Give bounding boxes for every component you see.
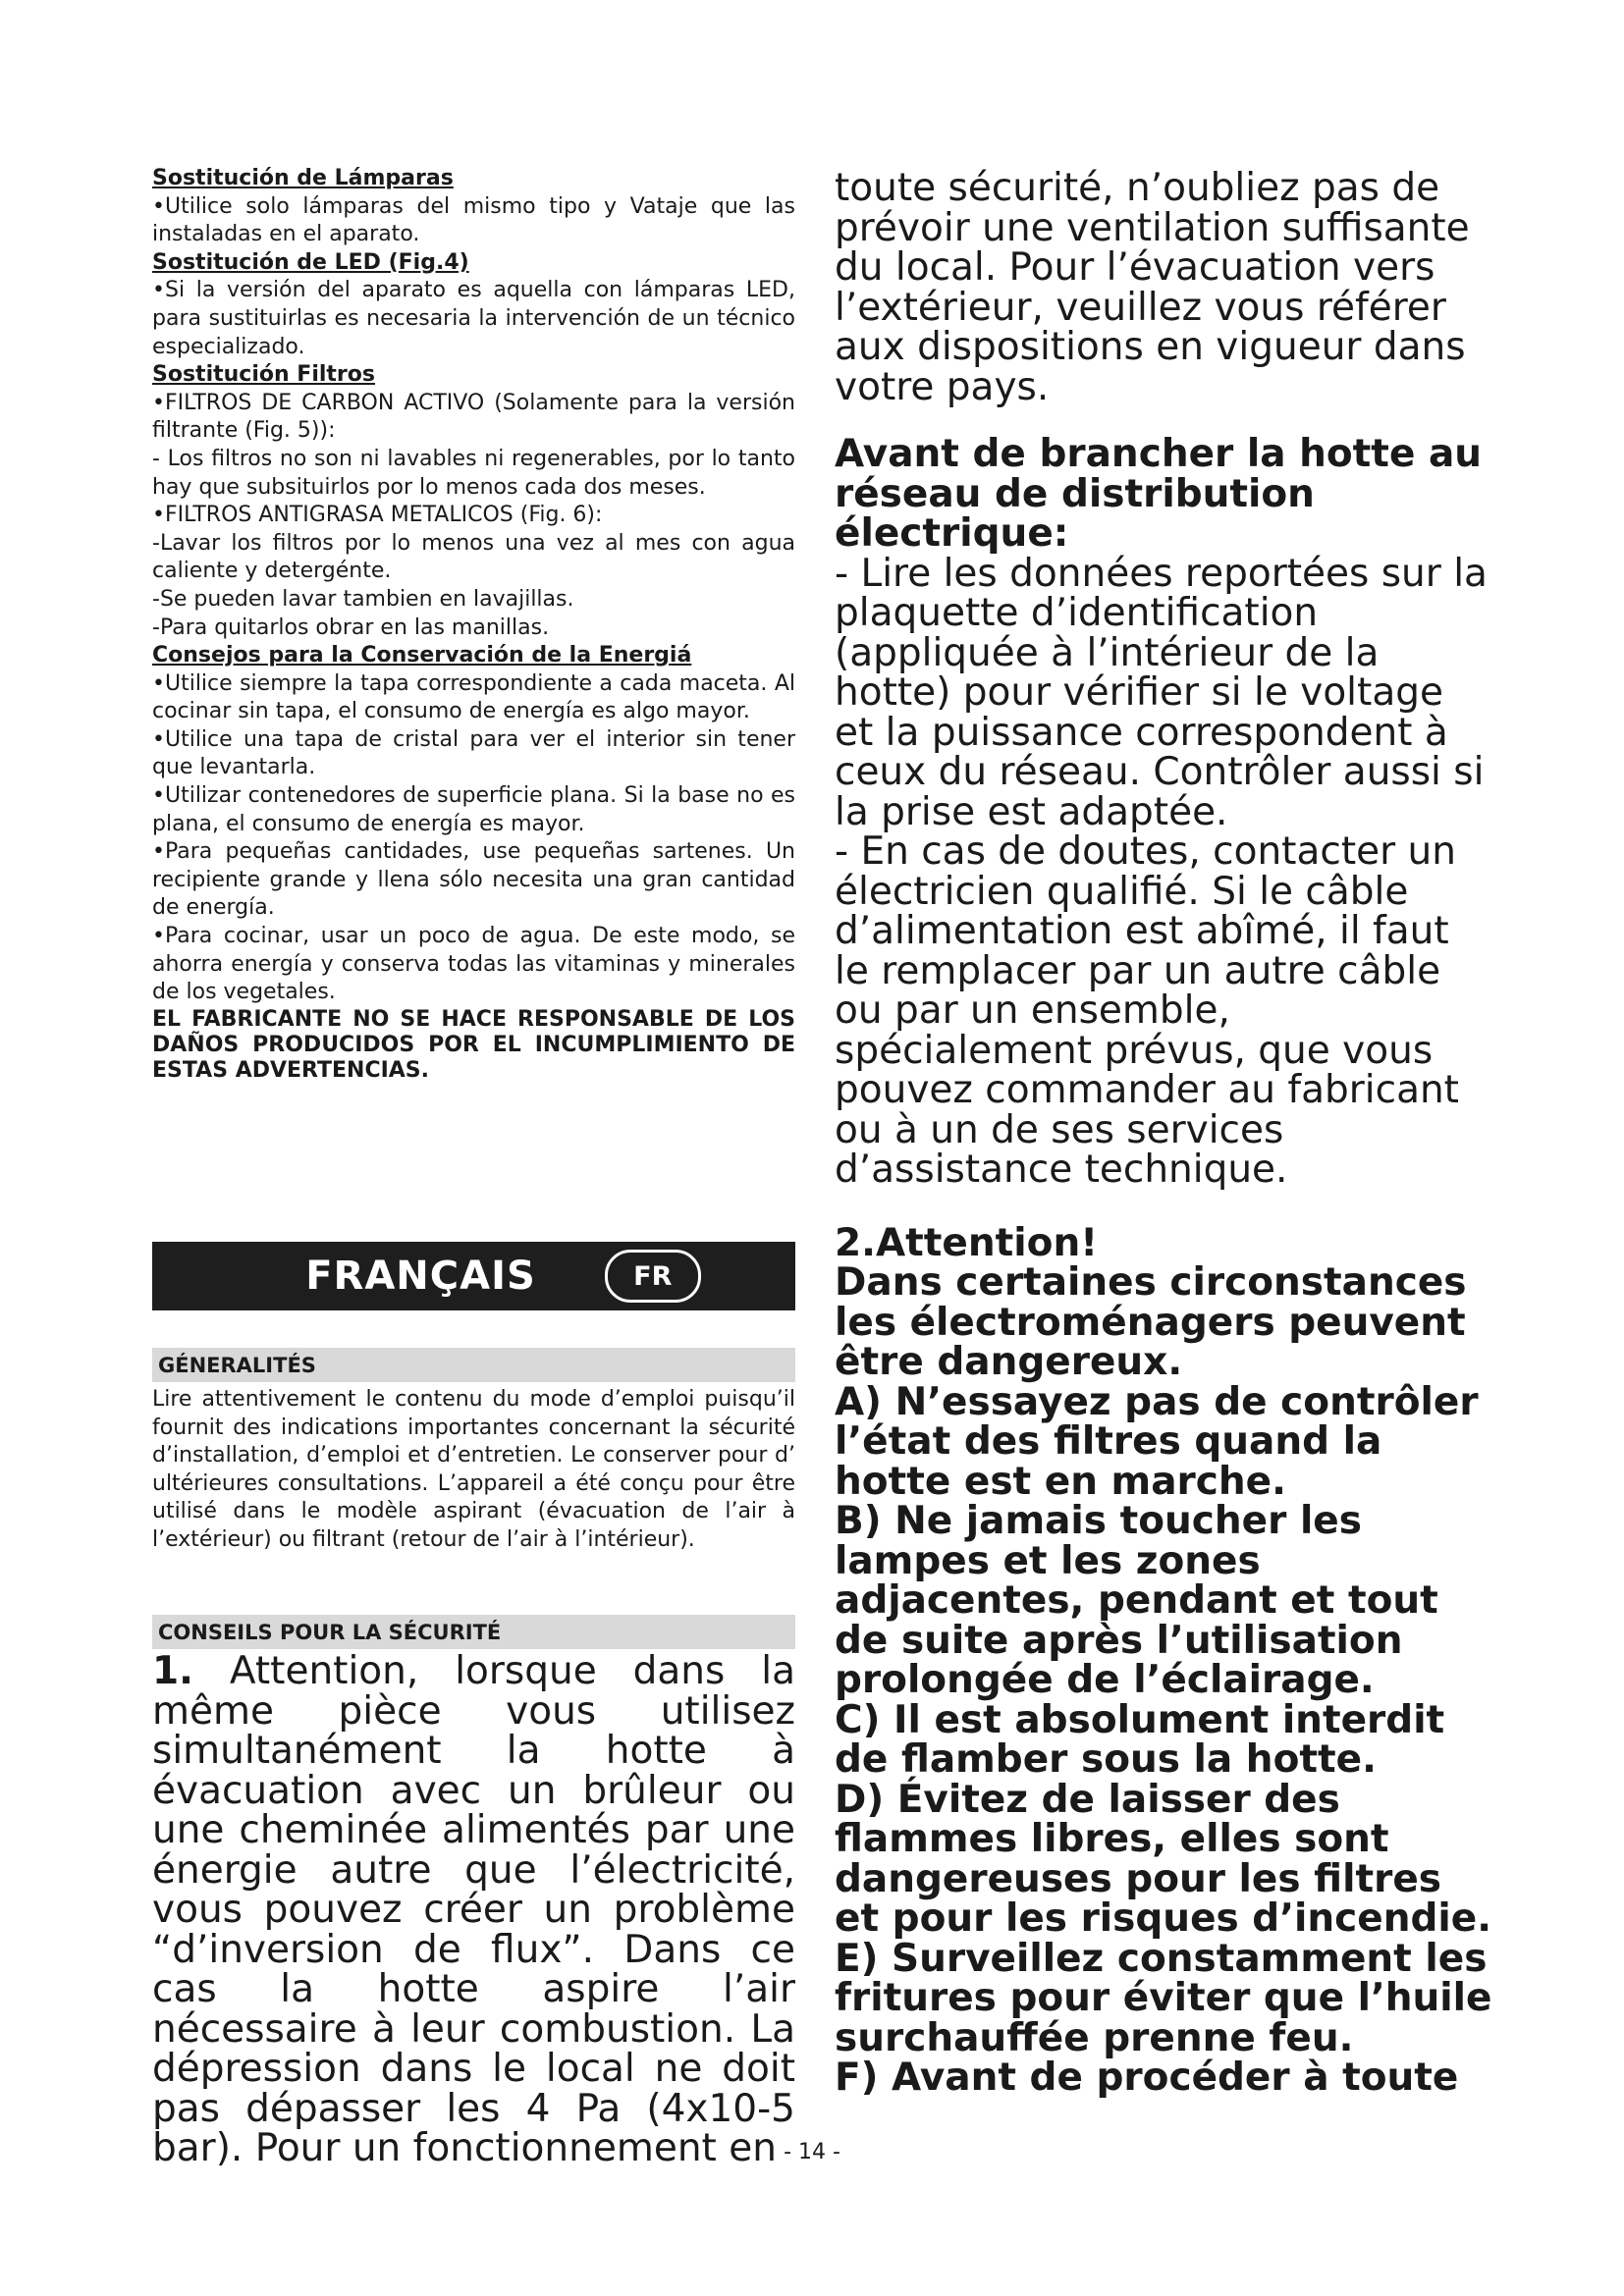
attention-a: A) N’essayez pas de contrôler l’état des filtres quand la hotte est en marche. [835,1379,1479,1504]
safety-item-1-text: Attention, lorsque dans la même pièce vous utilisez simultanément la hotte à évacuation avec un brûleur ou une cheminée alimentés par une énergie autre que l’électricité, vous pouvez créer un problème “d’inversion de flux”. Dans ce cas la hotte aspire l’air nécessaire à leur combustion. La dépression dans le local ne doit pas dépasser les 4 Pa (4x10-5 bar). Pour un fonctionnement en [152,1649,795,2170]
generalites-text: Lire attentivement le contenu du mode d’emploi puisqu’il fournit des indications importantes concernant la sécurité d’installation, d’emploi et d’entretien. Le conserver pour d’ ultérieures consultations. L’appareil a été conçu pour être utilisé dans le modèle aspirant (évacuation de l’air à l’extérieur) ou filtrant (retour de l’air à l’intérieur). [152,1387,795,1552]
connect-heading: Avant de brancher la hotte au réseau de distribution électrique: [835,432,1483,556]
language-title: FRANÇAIS [305,1254,536,1299]
led-text: •Si la versión del aparato es aquella con lámparas LED, para sustituirlas es necesaria la intervención de un técnico especializado. [152,278,795,359]
energy-p2: •Utilice una tapa de cristal para ver el interior sin tener que levantarla. [152,726,795,780]
connect-p2: - En cas de doutes, contacter un électricien qualifié. Si le câble d’alimentation est abîmé, il faut le remplacer par un autre câble ou par un ensemble, spécialement prévus, que vous pouvez commander au fabricant ou à un de ses services d’assistance technique. [835,829,1459,1192]
attention-intro: Dans certaines circonstances les électroménagers peuvent être dangereux. [835,1260,1467,1384]
connect-p1: - Lire les données reportées sur la plaquette d’identification (appliquée à l’intérieur de la hotte) pour vérifier si le voltage et la puissance correspondent à ceux du réseau. Contrôler aussi si la prise est adaptée. [835,551,1488,834]
language-banner [152,1242,795,1310]
lamps-text: •Utilice solo lámparas del mismo tipo y Vataje que las instaladas en el aparato. [152,193,795,247]
lamps-title: Sostitución de Lámparas [152,166,454,190]
energy-p3: •Utilizar contenedores de superficie plana. Si la base no es plana, el consumo de energía es mayor. [152,783,795,836]
continued-text: toute sécurité, n’oubliez pas de prévoir une ventilation suffisante du local. Pour l’évacuation vers l’extérieur, veuillez vous référer aux dispositions en vigueur dans votre pays. [835,166,1470,409]
generalites-section [152,1348,795,1555]
generalites-title: GÉNERALITÉS [152,1348,795,1382]
led-title: Sostitución de LED (Fig.4) [152,249,469,275]
safety-title: CONSEILS POUR LA SÉCURITÉ [152,1615,795,1649]
safety-section [152,1615,795,2169]
energy-title: Consejos para la Conservación de la Energiá [152,643,692,668]
energy-p4: •Para pequeñas cantidades, use pequeñas sartenes. Un recipiente grande y llena sólo necesita una gran cantidad de energía. [152,839,795,921]
page-number: - 14 - [784,2140,840,2164]
safety-item-1-number: 1. [152,1649,193,1693]
right-column [835,166,1492,2100]
filters-p3: •FILTROS ANTIGRASA METALICOS (Fig. 6): [152,503,603,528]
attention-f: F) Avant de procéder à toute [835,2056,1459,2100]
filters-p6: -Para quitarlos obrar en las manillas. [152,614,550,640]
language-badge: FR [605,1250,701,1303]
filters-title: Sostitución Filtros [152,362,375,388]
filters-p2: - Los filtros no son ni lavables ni regenerables, por lo tanto hay que subsituirlos por lo menos cada dos meses. [152,446,795,500]
attention-c: C) Il est absolument interdit de flamber sous la hotte. [835,1697,1445,1782]
filters-p1: •FILTROS DE CARBON ACTIVO (Solamente para la versión filtrante (Fig. 5)): [152,390,795,444]
manufacturer-warning: EL FABRICANTE NO SE HACE RESPONSABLE DE LOS DAÑOS PRODUCIDOS POR EL INCUMPLIMIENTO DE ESTAS ADVERTENCIAS. [152,1006,795,1083]
attention-e: E) Surveillez constamment les fritures pour éviter que l’huile surchauffée prenne feu. [835,1936,1492,2060]
safety-item-1 [152,1649,795,2170]
filters-p5: -Se pueden lavar tambien en lavajillas. [152,586,574,612]
spanish-section [152,165,795,1084]
energy-p5: •Para cocinar, usar un poco de agua. De este modo, se ahorra energía y conserva todas las vitaminas y minerales de los vegetales. [152,924,795,1005]
attention-d: D) Évitez de laisser des flammes libres, elles sont dangereuses pour les filtres et pour les risques d’incendie. [835,1777,1492,1941]
filters-p4: -Lavar los filtros por lo menos una vez al mes con agua caliente y detergénte. [152,530,795,584]
energy-p1: •Utilice siempre la tapa correspondiente a cada maceta. Al cocinar sin tapa, el consumo de energía es algo mayor. [152,670,795,724]
attention-b: B) Ne jamais toucher les lampes et les zones adjacentes, pendant et tout de suite après l’utilisation prolongée de l’éclairage. [835,1499,1438,1702]
attention-heading: 2.Attention! [835,1220,1098,1265]
